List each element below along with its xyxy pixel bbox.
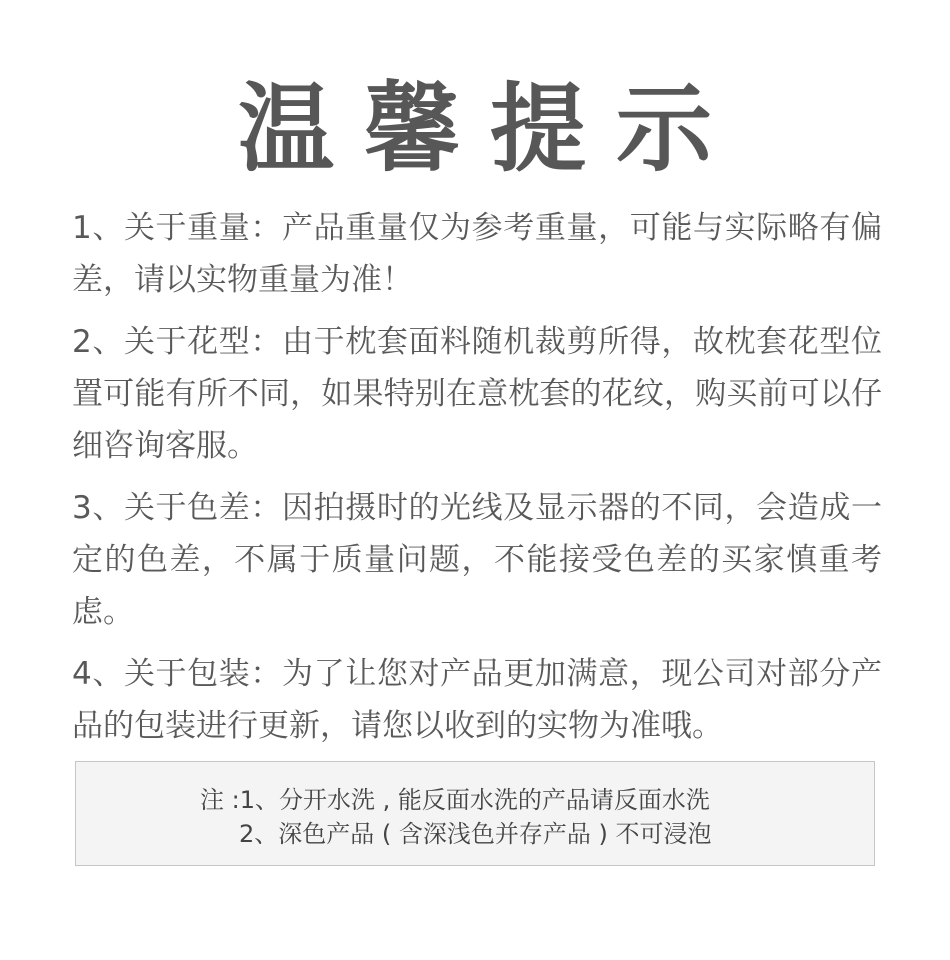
care-note-line-2: 2、深色产品 ( 含深浅色并存产品 ) 不可浸泡 — [239, 820, 712, 848]
notice-packaging: 4、关于包装：为了让您对产品更加满意，现公司对部分产品的包装进行更新，请您以收到的实物为准哦。 — [72, 656, 882, 744]
notice-pattern: 2、关于花型：由于枕套面料随机裁剪所得，故枕套花型位置可能有所不同，如果特别在意枕套的花纹，购买前可以仔细咨询客服。 — [72, 324, 882, 464]
page-title: 温馨提示 — [238, 73, 742, 185]
notice-weight: 1、关于重量：产品重量仅为参考重量，可能与实际略有偏差，请以实物重量为准！ — [72, 210, 882, 298]
notice-color: 3、关于色差：因拍摄时的光线及显示器的不同，会造成一定的色差，不属于质量问题，不能接受色差的买家慎重考虑。 — [72, 490, 882, 630]
notice-list — [72, 202, 882, 762]
care-note-box — [75, 761, 875, 866]
care-note-line-1: 注 :1、分开水洗 , 能反面水洗的产品请反面水洗 — [200, 786, 710, 814]
